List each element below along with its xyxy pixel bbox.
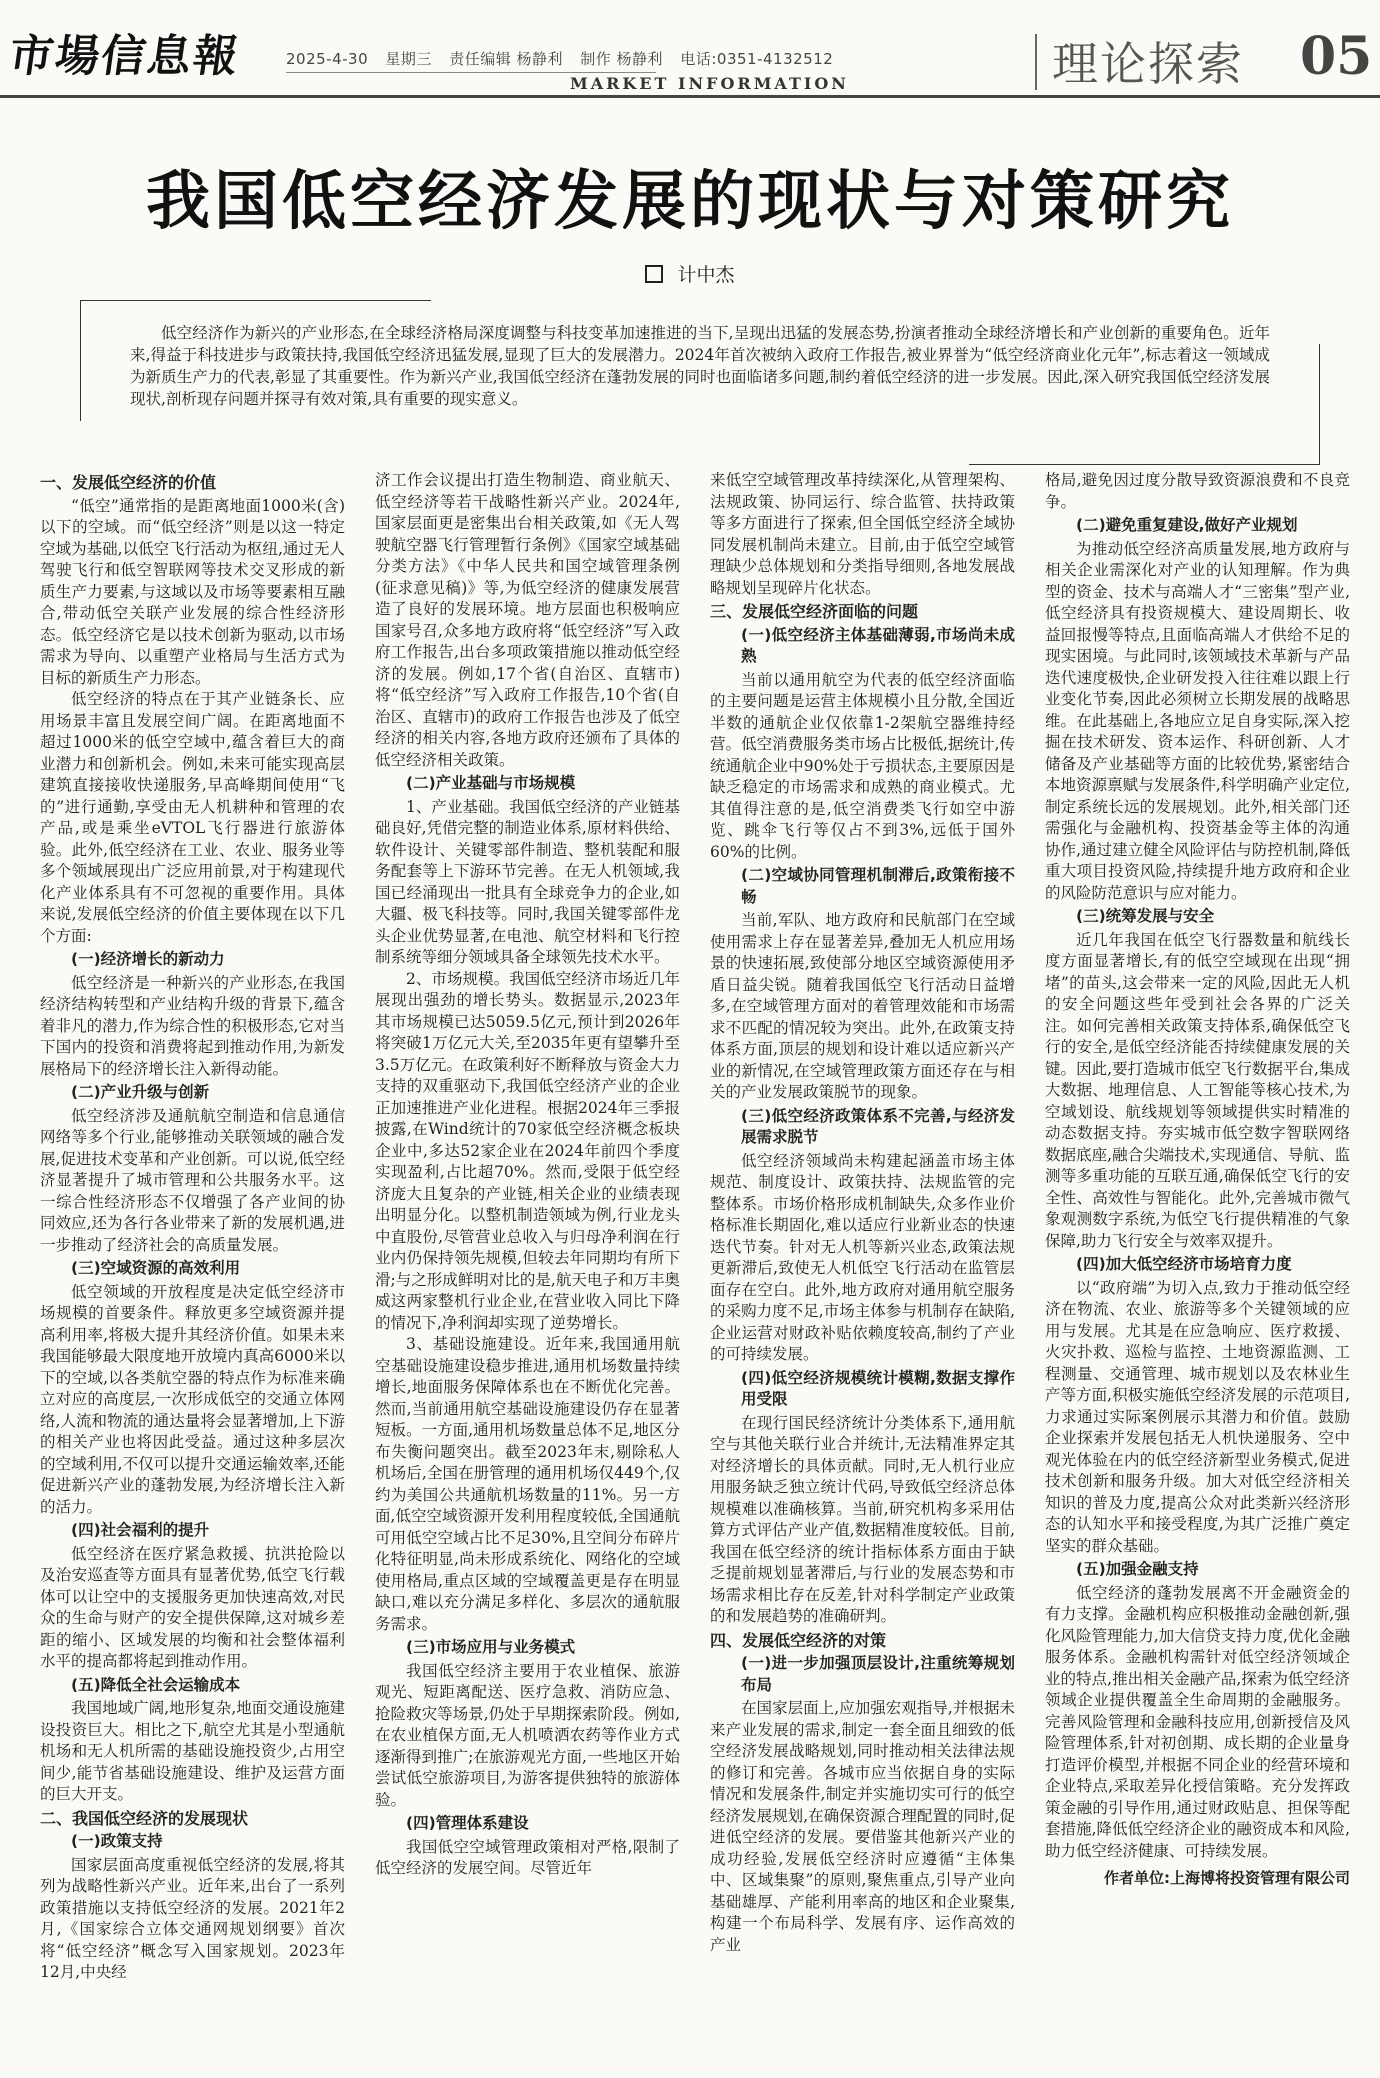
paragraph: 我国地域广阔,地形复杂,地面交通设施建设投资巨大。相比之下,航空尤其是小型通航机场和无人机所需的基础设施投资少,占用空间少,能节省基础设施建设、维护及运营方面的巨大开支。 xyxy=(40,1699,345,1803)
newspaper-logo: 市場信息報 xyxy=(5,31,243,82)
column-2 xyxy=(375,470,680,2070)
english-name: MARKET INFORMATION xyxy=(570,74,849,93)
issue-producer: 制作 杨静利 xyxy=(580,50,664,68)
paragraph: 为推动低空经济高质量发展,地方政府与相关企业需深化对产业的认知理解。作为典型的资金、技术与高端人才“三密集”型产业,低空经济具有投资规模大、建设周期长、收益回报慢等特点,且面临高端人才供给不足的现实困境。与此同时,该领域技术革新与产品迭代速度极快,企业研发投入往往难以跟上行业变化节奏,因此必须树立长期发展的战略思维。在此基础上,各地应立足自身实际,深入挖掘在技术研发、资本运作、科研创新、人才储备及产业基础等方面的比较优势,紧密结合本地资源禀赋与发展条件,科学明确产业定位,制定系统长远的发展规划。此外,相关部门还需强化与金融机构、投资基金等主体的沟通协作,通过建立健全风险评估与防控机制,降低重大项目投资风险,持续提升地方政府和企业的风险防范意识与应对能力。 xyxy=(1045,539,1350,902)
subsection-heading: (四)管理体系建设 xyxy=(406,1814,529,1832)
paragraph: 在国家层面上,应加强宏观指导,并根据未来产业发展的需求,制定一套全面且细致的低空经济发展战略规划,同时推动相关法律法规的修订和完善。各城市应当依据自身的实际情况和发展条件,制定并实施切实可行的低空经济发展规划,在确保资源合理配置的同时,促进低空经济的发展。要借鉴其他新兴产业的成功经验,发展低空经济时应遵循“主体集中、区域集聚”的原则,聚焦重点,引导产业向基础雄厚、产能利用率高的地区和企业聚集,构建一个布局科学、发展有序、运作高效的产业 xyxy=(710,1699,1015,1954)
paragraph: 来低空空域管理改革持续深化,从管理架构、法规政策、协同运行、综合监管、扶持政策等多方面进行了探索,但全国低空经济全域协同发展机制尚未建立。目前,由于低空空域管理缺少总体规划和分类指导细则,各地发展战略规划呈现碎片化状态。 xyxy=(710,471,1015,597)
paragraph: 1、产业基础。我国低空经济的产业链基础良好,凭借完整的制造业体系,原材料供给、软件设计、关键零部件制造、整机装配和服务配套等上下游环节完善。在无人机领域,我国已经涌现出一批具有全球竞争力的企业,如大疆、极飞科技等。同时,我国关键零部件龙头企业优势显著,在电池、航空材料和飞行控制系统等细分领域具备全球领先技术水平。 xyxy=(375,797,680,966)
issue-meta xyxy=(286,48,845,69)
subsection-heading: (四)低空经济规模统计模糊,数据支撑作用受限 xyxy=(741,1368,1015,1408)
paragraph: 3、基础设施建设。近年来,我国通用航空基础设施建设稳步推进,通用机场数量持续增长,地面服务保障体系也在不断优化完善。然而,当前通用航空基础设施建设仍存在显著短板。一方面,通用机场数量总体不足,地区分布失衡问题突出。截至2023年末,剔除私人机场后,全国在册管理的通用机场仅449个,仅约为美国公共通航机场数量的11%。另一方面,低空空域资源开发利用程度较低,全国通航可用低空空域占比不足30%,且空间分布碎片化特征明显,尚未形成系统化、网络化的空域使用格局,重点区域的空域覆盖更是存在明显缺口,难以充分满足多样化、多层次的通航服务需求。 xyxy=(375,1335,680,1633)
section-heading: 一、发展低空经济的价值 xyxy=(40,473,217,492)
author-name: 计中杰 xyxy=(677,264,735,286)
paragraph: 低空经济在医疗紧急救援、抗洪抢险以及治安巡查等方面具有显著优势,低空飞行载体可以让空中的支援服务更加快速高效,对民众的生命与财产的安全提供保障,这对城乡差距的缩小、区域发展的均衡和社会整体福利水平的提高都将起到推动作用。 xyxy=(40,1544,345,1670)
section-heading: 四、发展低空经济的对策 xyxy=(710,1630,887,1650)
subsection-heading: (二)产业升级与创新 xyxy=(71,1083,210,1101)
author-box-icon xyxy=(645,265,663,283)
paragraph: 低空领域的开放程度是决定低空经济市场规模的首要条件。释放更多空域资源并提高利用率,将极大提升其经济价值。如果未来我国能够最大限度地开放境内真高6000米以下的空域,以各类航空器的特点作为标准来确立对应的高度层,一次形成低空的交通立体网络,人流和物流的通达量将会显著增加,上下游的相关产业也将因此受益。通过这种多层次的空域利用,不仅可以提升交通运输效率,还能促进新兴产业的蓬勃发展,为经济增长注入新的活力。 xyxy=(40,1282,345,1516)
subsection-heading: (一)政策支持 xyxy=(71,1832,163,1850)
masthead-rule xyxy=(286,72,656,73)
subsection-heading: (一)进一步加强顶层设计,注重统筹规划布局 xyxy=(741,1654,1015,1694)
subsection-heading: (三)低空经济政策体系不完善,与经济发展需求脱节 xyxy=(741,1106,1015,1146)
abstract-text: 低空经济作为新兴的产业形态,在全球经济格局深度调整与科技变革加速推进的当下,呈现出迅猛的发展态势,扮演者推动全球经济增长和产业创新的重要角色。近年来,得益于科技进步与政策扶持,我国低空经济迅猛发展,显现了巨大的发展潜力。2024年首次被纳入政府工作报告,被业界誉为“低空经济商业化元年”,标志着这一领域成为新质生产力的代表,彰显了其重要性。作为新兴产业,我国低空经济在蓬勃发展的同时也面临诸多问题,制约着低空经济的进一步发展。因此,深入研究我国低空经济发展现状,剖析现存问题并探寻有效对策,具有重要的现实意义。 xyxy=(130,324,1270,408)
paragraph: 2、市场规模。我国低空经济市场近几年展现出强劲的增长势头。数据显示,2023年其市场规模已达5059.5亿元,预计到2026年将突破1万亿元大关,至2035年更有望攀升至3.5万亿元。在政策利好不断释放与资金大力支持的双重驱动下,我国低空经济产业的企业正加速推进产业化进程。根据2024年三季报披露,在Wind统计的70家低空经济概念板块企业中,多达52家企业在2024年前四个季度实现盈利,占比超70%。然而,受限于低空经济庞大且复杂的产业链,相关企业的业绩表现出明显分化。以整机制造领域为例,行业龙头中直股份,尽管营业总收入与归母净利润在行业内仍保持领先规模,但较去年同期均有所下滑;与之形成鲜明对比的是,航天电子和万丰奥威这两家整机行业企业,在营业收入同比下降的情况下,净利润却实现了逆势增长。 xyxy=(375,969,680,1332)
subsection-heading: (五)加强金融支持 xyxy=(1076,1560,1199,1578)
article-abstract xyxy=(80,300,1320,445)
paragraph: 低空经济的特点在于其产业链条长、应用场景丰富且发展空间广阔。在距离地面不超过1000米的低空空域中,蕴含着巨大的商业潜力和创新机会。例如,未来可能实现高层建筑直接接收快递服务,早高峰期间使用“飞的”进行通勤,享受由无人机耕种和管理的农产品,或是乘坐eVTOL飞行器进行旅游体验。此外,低空经济在工业、农业、服务业等多个领域展现出广泛应用前景,对于构建现代化产业体系具有不可忽视的重要作用。具体来说,发展低空经济的价值主要体现在以下几个方面: xyxy=(40,690,345,945)
section-heading: 三、发展低空经济面临的问题 xyxy=(710,602,919,621)
paragraph: 低空经济的蓬勃发展离不开金融资金的有力支撑。金融机构应积极推动金融创新,强化风险管理能力,加大信贷支持力度,优化金融服务体系。金融机构需针对低空经济领域企业的特点,推出相关金融产品,探索为低空经济领域企业提供覆盖全生命周期的金融服务。完善风险管理和金融科技应用,创新授信及风险管理体系,针对初创期、成长期的企业量身打造评价模型,并根据不同企业的经营环境和企业特点,采取差异化授信策略。充分发挥政策金融的引导作用,通过财政贴息、担保等配套措施,降低低空经济企业的融资成本和风险,助力低空经济健康、可持续发展。 xyxy=(1045,1583,1350,1860)
paragraph: 以“政府端”为切入点,致力于推动低空经济在物流、农业、旅游等多个关键领域的应用与发展。尤其是在应急响应、医疗救援、火灾扑救、巡检与监控、土地资源监测、工程测量、交通管理、城市规划以及农林业生产等方面,积极实施低空经济发展的示范项目,力求通过实际案例展示其潜力和价值。鼓励企业探索并发展包括无人机快递服务、空中观光体验在内的低空经济新型业务模式,促进技术创新和服务升级。加大对低空经济相关知识的普及力度,提高公众对此类新兴经济形态的认知水平和接受程度,为其广泛推广奠定坚实的群众基础。 xyxy=(1045,1278,1350,1555)
paragraph: 低空经济领域尚未构建起涵盖市场主体规范、制度设计、政策扶持、法规监管的完整体系。市场价格形成机制缺失,众多作业价格标准长期固化,难以适应行业新业态的快速迭代节奏。针对无人机等新兴业态,政策法规更新滞后,致使无人机低空飞行活动在监管层面存在空白。此外,地方政府对通用航空服务的采购力度不足,市场主体参与机制存在缺陷,企业运营对财政补贴依赖度较高,制约了产业的可持续发展。 xyxy=(710,1151,1015,1363)
subsection-heading: (四)加大低空经济市场培育力度 xyxy=(1076,1255,1292,1273)
section-heading: 二、我国低空经济的发展现状 xyxy=(40,1808,249,1828)
paragraph: 济工作会议提出打造生物制造、商业航天、低空经济等若干战略性新兴产业。2024年,国家层面更是密集出台相关政策,如《无人驾驶航空器飞行管理暂行条例》《国家空域基础分类方法》《中华人民共和国空域管理条例(征求意见稿)》等,为低空经济的健康发展营造了良好的发展环境。地方层面也积极响应国家号召,众多地方政府将“低空经济”写入政府工作报告,出台多项政策措施以推动低空经济的发展。例如,17个省(自治区、直辖市)将“低空经济”写入政府工作报告,10个省(自治区、直辖市)的政府工作报告也涉及了低空经济的相关内容,各地方政府还颁布了具体的低空经济相关政策。 xyxy=(375,471,680,769)
subsection-heading: (三)统筹发展与安全 xyxy=(1076,907,1215,925)
paragraph: 格局,避免因过度分散导致资源浪费和不良竞争。 xyxy=(1045,471,1350,511)
issue-weekday: 星期三 xyxy=(385,50,432,68)
subsection-heading: (三)市场应用与业务模式 xyxy=(406,1638,576,1656)
column-4 xyxy=(1045,470,1350,2070)
header-rule xyxy=(0,95,1380,98)
issue-phone: 电话:0351-4132512 xyxy=(680,50,834,68)
masthead xyxy=(0,0,1380,92)
subsection-heading: (三)空域资源的高效利用 xyxy=(71,1259,241,1277)
paragraph: “低空”通常指的是距离地面1000米(含)以下的空域。而“低空经济”则是以这一特定空域为基础,以低空飞行活动为枢纽,通过无人驾驶飞行和低空智联网等技术交叉形成的新质生产力要素,与这域以及市场等要素相互融合,带动低空关联产业发展的综合性经济形态。低空经济它是以技术创新为驱动,以市场需求为导向、以重塑产业格局与生活方式为目标的新质生产力形态。 xyxy=(40,496,345,687)
issue-date: 2025-4-30 xyxy=(286,50,369,68)
subsection-heading: (四)社会福利的提升 xyxy=(71,1521,210,1539)
article-author xyxy=(0,260,1380,287)
subsection-heading: (一)低空经济主体基础薄弱,市场尚未成熟 xyxy=(741,625,1015,665)
paragraph: 低空经济是一种新兴的产业形态,在我国经济结构转型和产业结构升级的背景下,蕴含着非凡的潜力,作为综合性的积极形态,它对当下国内的投资和消费将起到推动作用,为新发展格局下的经济增长注入新得动能。 xyxy=(40,973,345,1078)
author-affiliation: 作者单位:上海博将投资管理有限公司 xyxy=(1103,1869,1350,1887)
paragraph: 在现行国民经济统计分类体系下,通用航空与其他关联行业合并统计,无法精准界定其对经济增长的具体贡献。同时,无人机行业应用服务缺乏独立统计代码,导致低空经济总体规模难以准确核算。当前,研究机构多采用估算方式评估产业产值,数据精准度较低。目前,我国在低空经济的统计指标体系方面由于缺乏提前规划显著滞后,与行业的发展态势和市场需求相比存在反差,针对科学制定产业政策的和发展趋势的准确研判。 xyxy=(710,1413,1015,1625)
paragraph: 当前以通用航空为代表的低空经济面临的主要问题是运营主体规模小且分散,全国近半数的通航企业仅依靠1-2架航空器维持经营。低空消费服务类市场占比极低,据统计,传统通航企业中90%处于亏损状态,主要原因是缺乏稳定的市场需求和成熟的商业模式。尤其值得注意的是,低空消费类飞行如空中游览、跳伞飞行等仅占不到3%,远低于国外60%的比例。 xyxy=(710,670,1015,861)
paragraph: 低空经济涉及通航航空制造和信息通信网络等多个行业,能够推动关联领域的融合发展,促进技术变革和产业创新。可以说,低空经济显著提升了城市管理和公共服务水平。这一综合性经济形态不仅增强了各产业间的协同效应,还为各行各业带来了新的发展机遇,进一步推动了经济社会的高质量发展。 xyxy=(40,1106,345,1254)
column-3 xyxy=(710,470,1015,2070)
paragraph: 近几年我国在低空飞行器数量和航线长度方面显著增长,有的低空空域现在出现“拥堵”的苗头,这会带来一定的风险,因此无人机的安全问题这些年受到社会各界的广泛关注。如何完善相关政策支持体系,确保低空飞行的安全,是低空经济能否持续健康发展的关键。因此,要打造城市低空飞行数据平台,集成大数据、地理信息、人工智能等核心技术,为空域划设、航线规划等领域提供实时精准的动态数据支持。夯实城市低空数字智联网络数据底座,融合尖端技术,实现通信、导航、监测等多重功能的互联互通,确保低空飞行的安全性、高效性与智能化。此外,完善城市微气象观测数字系统,为低空飞行提供精准的气象保障,助力飞行安全与效率双提升。 xyxy=(1045,930,1350,1250)
section-title: 理论探索 xyxy=(1052,37,1244,91)
article-body xyxy=(40,470,1350,2070)
subsection-heading: (二)空域协同管理机制滞后,政策衔接不畅 xyxy=(741,866,1015,906)
section-divider xyxy=(1035,34,1037,90)
paragraph: 我国低空空域管理政策相对严格,限制了低空经济的发展空间。尽管近年 xyxy=(375,1837,680,1877)
subsection-heading: (二)产业基础与市场规模 xyxy=(406,774,576,792)
subsection-heading: (二)避免重复建设,做好产业规划 xyxy=(1076,516,1298,534)
column-1 xyxy=(40,470,345,2070)
paragraph: 当前,军队、地方政府和民航部门在空域使用需求上存在显著差异,叠加无人机应用场景的快速拓展,致使部分地区空域资源使用矛盾日益尖锐。随着我国低空飞行活动日益增多,在空域管理方面对的着管理效能和市场需求不匹配的情况较为突出。此外,在政策支持体系方面,顶层的规划和设计难以适应新兴产业的新情况,在空域管理政策方面还存在与相关的产业发展政策脱节的现象。 xyxy=(710,911,1015,1101)
article-title: 我国低空经济发展的现状与对策研究 xyxy=(146,165,1234,239)
page-number: 05 xyxy=(1300,26,1373,87)
subsection-heading: (五)降低全社会运输成本 xyxy=(71,1675,241,1694)
paragraph: 我国低空经济主要用于农业植保、旅游观光、短距离配送、医疗急救、消防应急、抢险救灾等场景,仍处于早期探索阶段。例如,在农业植保方面,无人机喷洒农药等作业方式逐渐得到推广;在旅游观光方面,一些地区开始尝试低空旅游项目,为游客提供独特的旅游体验。 xyxy=(375,1661,680,1809)
issue-editor: 责任编辑 杨静利 xyxy=(449,50,563,68)
subsection-heading: (一)经济增长的新动力 xyxy=(71,950,225,968)
paragraph: 国家层面高度重视低空经济的发展,将其列为战略性新兴产业。近年来,出台了一系列政策措施以支持低空经济的发展。2021年2月,《国家综合立体交通网规划纲要》首次将“低空经济”概念写入国家规划。2023年12月,中央经 xyxy=(40,1855,345,1981)
